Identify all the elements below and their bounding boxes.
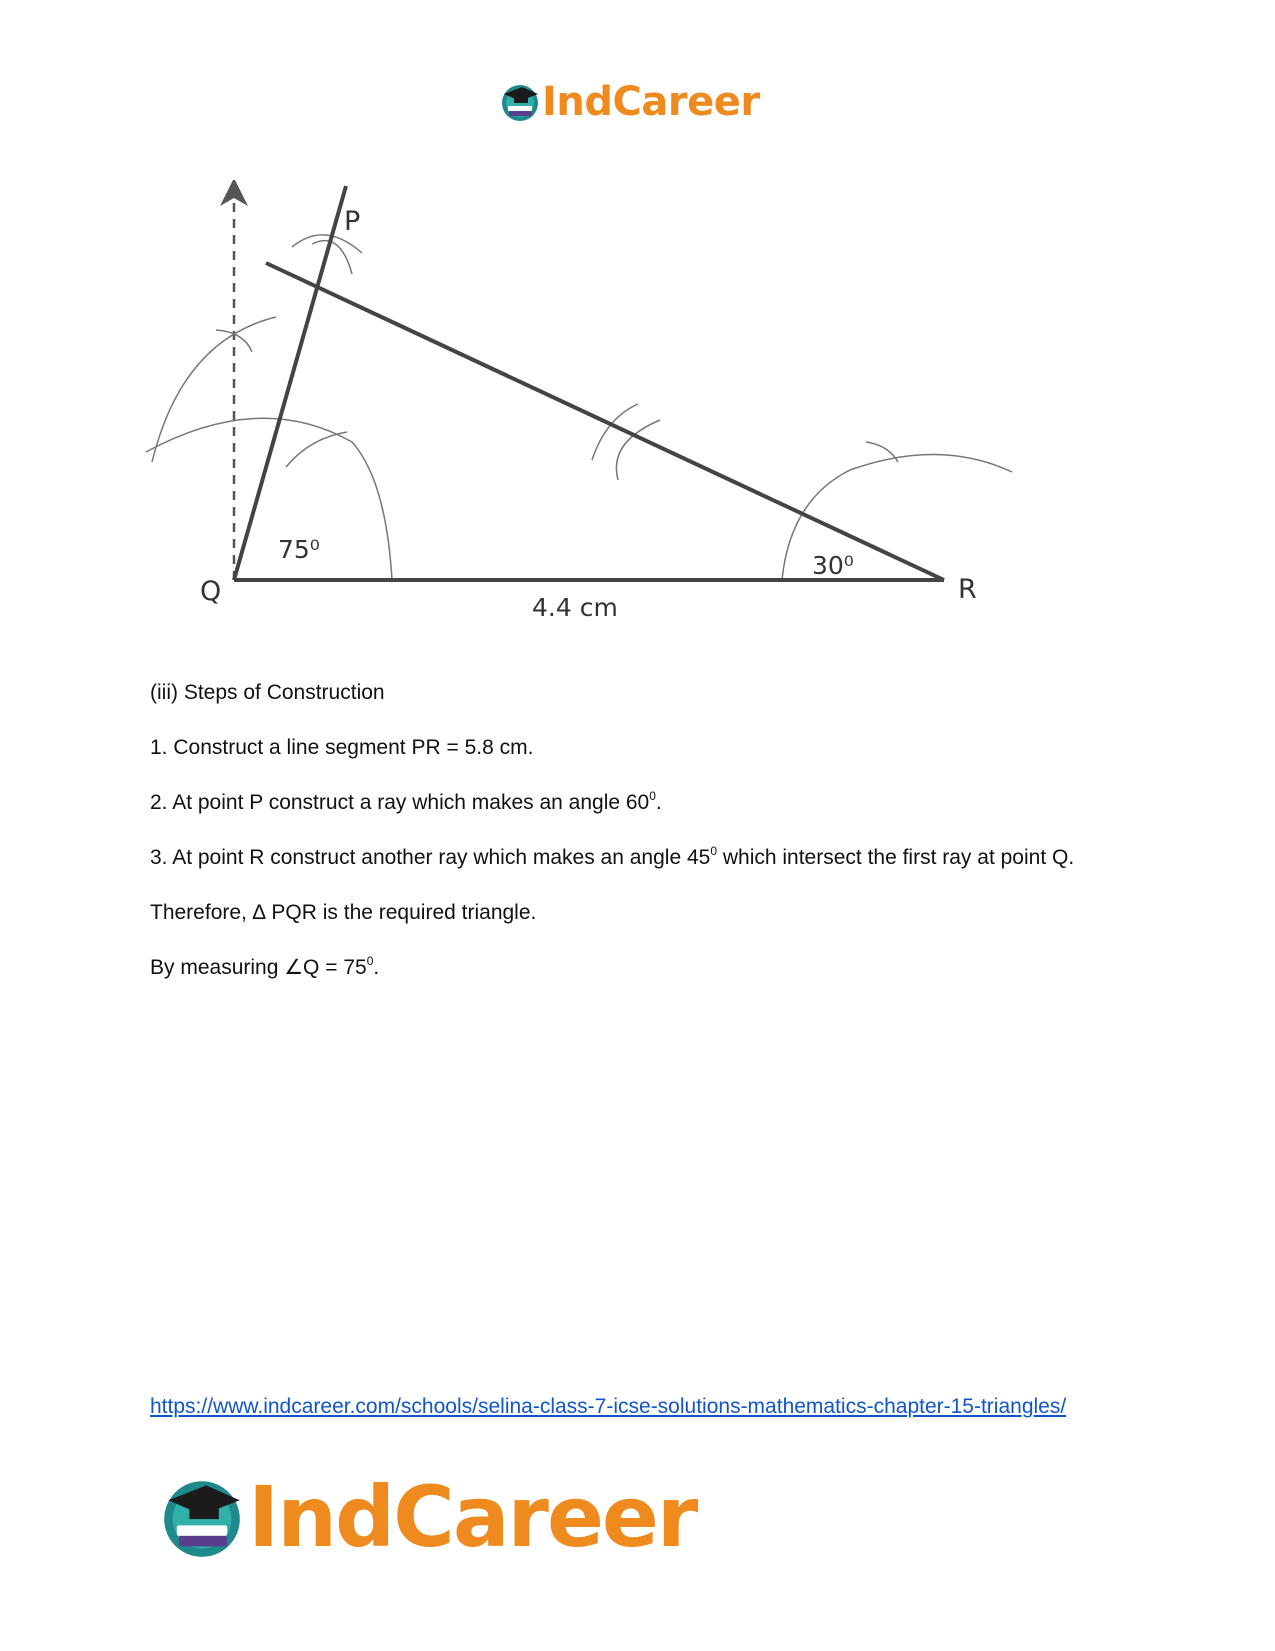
footer-logo [160, 1468, 697, 1566]
ray-from-r [266, 263, 944, 580]
construction-steps [150, 678, 1110, 1008]
footer-logo-text: IndCareer [248, 1468, 697, 1566]
source-url-link[interactable]: https://www.indcareer.com/schools/selina-class-7-icse-solutions-mathematics-chapter-15-triangles/ [150, 1395, 1067, 1418]
graduation-cap-icon [160, 1475, 244, 1559]
measurement-end: . [373, 956, 380, 979]
step-3-degree: 0 [710, 844, 718, 858]
label-side-qr: 4.4 cm [532, 593, 618, 622]
header-logo [500, 80, 760, 124]
header-logo-text: IndCareer [542, 79, 760, 125]
construction-arc-p-2 [312, 241, 352, 274]
triangle-construction-diagram [140, 180, 1080, 660]
label-angle-q: 75⁰ [278, 535, 320, 564]
construction-arc-q-mark [286, 432, 347, 467]
label-angle-r: 30⁰ [812, 551, 854, 580]
graduation-cap-icon [500, 82, 540, 122]
construction-arc-q [146, 418, 392, 580]
steps-heading: (iii) Steps of Construction [150, 681, 385, 704]
measurement [150, 953, 1110, 983]
label-r: R [958, 574, 977, 605]
conclusion: Therefore, ∆ PQR is the required triangle. [150, 901, 537, 924]
step-2-end: . [655, 791, 662, 814]
step-3-text: 3. At point R construct another ray which makes an angle 45 [150, 846, 711, 869]
step-3-end: which intersect the first ray at point Q. [717, 846, 1075, 869]
label-p: P [344, 206, 361, 237]
measurement-degree: 0 [366, 954, 374, 968]
step-2-degree: 0 [649, 789, 656, 803]
step-1: 1. Construct a line segment PR = 5.8 cm. [150, 736, 534, 759]
step-2 [150, 788, 1110, 818]
arrow-up-icon [220, 180, 248, 206]
ray-from-q [234, 186, 346, 580]
measurement-text: By measuring ∠Q = 75 [150, 956, 367, 979]
label-q: Q [200, 576, 222, 607]
step-2-text: 2. At point P construct a ray which makes an angle 60 [150, 791, 650, 814]
step-3 [150, 843, 1110, 873]
